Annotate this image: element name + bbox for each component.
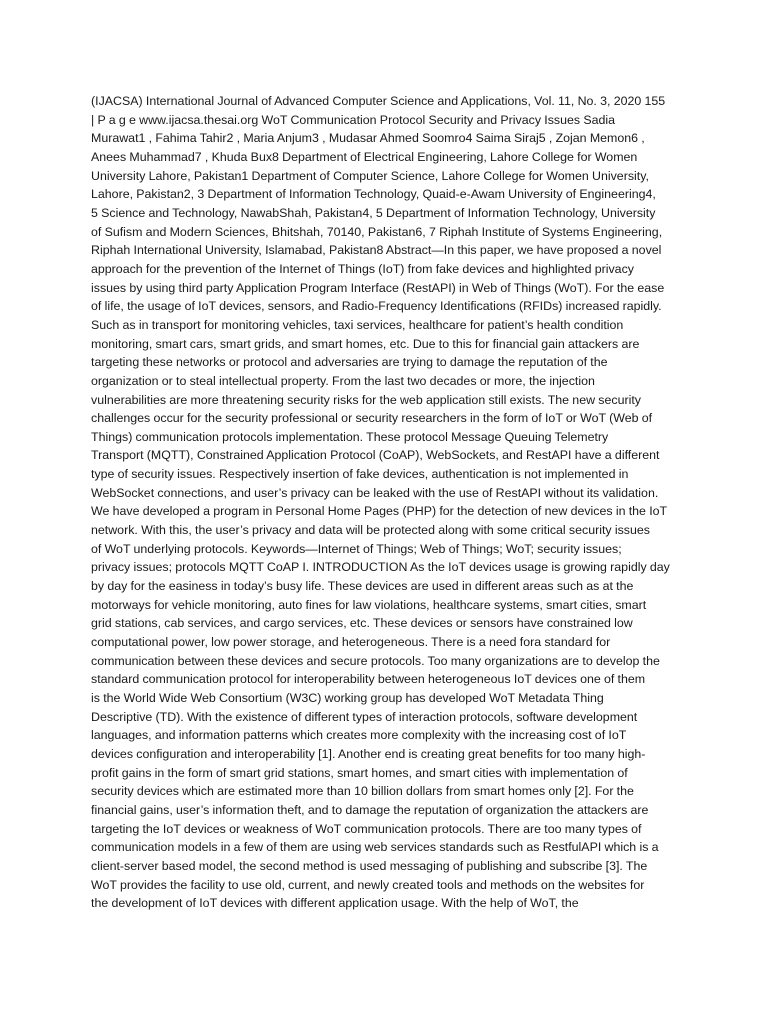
text-line: approach for the prevention of the Internet of Things (IoT) from fake devices and highlighted privacy <box>91 261 634 276</box>
text-line: type of security issues. Respectively insertion of fake devices, authentication is not implemented in <box>91 467 629 482</box>
text-line: Things) communication protocols implementation. These protocol Message Queuing Telemetry <box>91 429 609 444</box>
text-line: Lahore, Pakistan2, 3 Department of Information Technology, Quaid-e-Awam University of Engineering4, <box>91 187 656 202</box>
text-line: We have developed a program in Personal Home Pages (PHP) for the detection of new devices in the IoT <box>91 504 668 519</box>
text-line: | P a g e www.ijacsa.thesai.org WoT Communication Protocol Security and Privacy Issues Sadia <box>91 112 616 127</box>
text-line: (IJACSA) International Journal of Advanced Computer Science and Applications, Vol. 11, No. 3, 2020 155 <box>91 94 666 108</box>
text-line: WoT provides the facility to use old, current, and newly created tools and methods on the websites for <box>91 877 645 892</box>
text-line: targeting the IoT devices or weakness of WoT communication protocols. There are too many types of <box>91 821 642 836</box>
text-line: Such as in transport for monitoring vehicles, taxi services, healthcare for patient’s health condition <box>91 317 624 332</box>
text-line: grid stations, cab services, and cargo services, etc. These devices or sensors have constrained low <box>91 616 633 631</box>
text-line: challenges occur for the security professional or security researchers in the form of IoT or WoT (Web of <box>91 411 653 426</box>
text-line: University Lahore, Pakistan1 Department of Computer Science, Lahore College for Women University, <box>91 168 649 183</box>
body-text <box>91 92 681 913</box>
text-line: communication models in a few of them are using web services standards such as RestfulAPI which is a <box>91 840 659 855</box>
text-line: of Sufism and Modern Sciences, Bhitshah, 70140, Pakistan6, 7 Riphah Institute of Systems Engineering, <box>91 224 663 239</box>
text-line: standard communication protocol for interoperability between heterogeneous IoT devices one of them <box>91 672 646 687</box>
text-line: motorways for vehicle monitoring, auto fines for law violations, healthcare systems, smart cities, smart <box>91 597 647 612</box>
text-line: vulnerabilities are more threatening security risks for the web application still exists. The new security <box>91 392 641 407</box>
text-line: organization or to steal intellectual property. From the last two decades or more, the injection <box>91 373 595 388</box>
text-line: privacy issues; protocols MQTT CoAP I. INTRODUCTION As the IoT devices usage is growing rapidly day <box>91 560 670 575</box>
text-line: is the World Wide Web Consortium (W3C) working group has developed WoT Metadata Thing <box>91 691 604 705</box>
text-line: the development of IoT devices with different application usage. With the help of WoT, the <box>91 896 579 911</box>
text-line: targeting these networks or protocol and adversaries are trying to damage the reputation of the <box>91 355 608 370</box>
text-line: Descriptive (TD). With the existence of different types of interaction protocols, software development <box>91 709 638 724</box>
text-line: languages, and information patterns which creates more complexity with the increasing cost of IoT <box>91 728 627 743</box>
text-line: Anees Muhammad7 , Khuda Bux8 Department of Electrical Engineering, Lahore College for Women <box>91 149 638 164</box>
text-line: by day for the easiness in today’s busy life. These devices are used in different areas such as at the <box>91 579 634 594</box>
text-line: monitoring, smart cars, smart grids, and smart homes, etc. Due to this for financial gain attackers are <box>91 336 640 351</box>
text-line: Riphah International University, Islamabad, Pakistan8 Abstract—In this paper, we have proposed a novel <box>91 243 662 258</box>
text-line: WebSocket connections, and user’s privacy can be leaked with the use of RestAPI without its validation. <box>91 485 659 500</box>
text-line: profit gains in the form of smart grid stations, smart homes, and smart cities with implementation of <box>91 765 628 780</box>
text-line: 5 Science and Technology, NawabShah, Pakistan4, 5 Department of Information Technology, University <box>91 205 656 220</box>
text-line: issues by using third party Application Program Interface (RestAPI) in Web of Things (WoT). For the ease <box>91 280 665 295</box>
text-line: network. With this, the user’s privacy and data will be protected along with some critical security issues <box>91 523 650 538</box>
text-line: communication between these devices and secure protocols. Too many organizations are to develop the <box>91 653 660 668</box>
text-line: computational power, low power storage, and heterogeneous. There is a need fora standard for <box>91 635 611 650</box>
text-line: security devices which are estimated more than 10 billion dollars from smart homes only [2]. For the <box>91 784 634 799</box>
text-line: financial gains, user’s information theft, and to damage the reputation of organization the attackers are <box>91 802 649 817</box>
text-line: of WoT underlying protocols. Keywords—Internet of Things; Web of Things; WoT; security issues; <box>91 541 622 556</box>
text-line: of life, the usage of IoT devices, sensors, and Radio-Frequency Identifications (RFIDs) increased rapidly. <box>91 299 662 314</box>
text-line: Transport (MQTT), Constrained Application Protocol (CoAP), WebSockets, and RestAPI have a different <box>91 448 660 463</box>
text-line: devices configuration and interoperability [1]. Another end is creating great benefits for too many high- <box>91 746 646 761</box>
text-line: Murawat1 , Fahima Tahir2 , Maria Anjum3 , Mudasar Ahmed Soomro4 Saima Siraj5 , Zojan Memon6 , <box>91 131 645 146</box>
text-line: client-server based model, the second method is used messaging of publishing and subscribe [3]. The <box>91 858 648 873</box>
